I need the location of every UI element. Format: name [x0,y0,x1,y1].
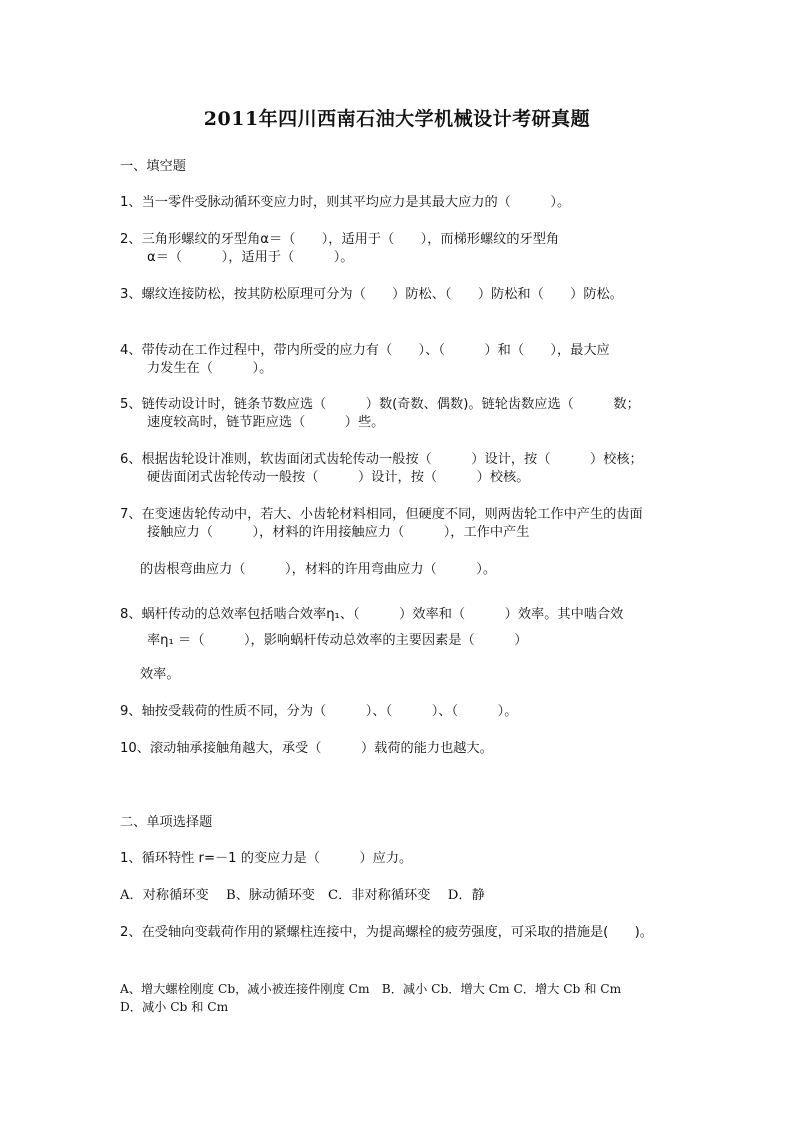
choice-question-2-options-line-2: D．减小 Cb 和 Cm [120,1000,229,1014]
choice-question-1: 1、循环特性 r=－1 的变应力是（ ）应力。 [120,851,413,866]
fill-question-7-line-1: 7、在变速齿轮传动中，若大、小齿轮材料相同，但硬度不同，则两齿轮工作中产生的齿面 [120,507,643,522]
fill-question-6-line-1: 6、根据齿轮设计准则，软齿面闭式齿轮传动一般按（ ）设计，按（ ）校核； [120,452,643,467]
choice-question-2-options-line-1: A、增大螺栓刚度 Cb，减小被连接件刚度 Cm B．减小 Cb．增大 Cm C．增大 Cb 和 Cm [120,982,622,996]
fill-question-7-line-2: 接触应力（ ），材料的许用接触应力（ ），工作中产生 [147,525,530,540]
fill-question-2-line-2: α＝（ ），适用于（ ）。 [147,250,354,265]
fill-question-6-line-2: 硬齿面闭式齿轮传动一般按（ ）设计，按（ ）校核。 [147,470,530,485]
fill-question-5-line-1: 5、链传动设计时，链条节数应选（ ）数(奇数、偶数)。链轮齿数应选（ 数； [120,397,640,412]
fill-question-5-line-2: 速度较高时，链节距应选（ ）些。 [147,415,385,430]
fill-question-7-line-3: 的齿根弯曲应力（ ），材料的许用弯曲应力（ ）。 [140,562,497,577]
page-title: 2011年四川西南石油大学机械设计考研真题 [203,108,591,130]
fill-question-4-line-1: 4、带传动在工作过程中，带内所受的应力有（ ）、（ ）和（ ），最大应 [120,343,610,358]
fill-question-4-line-2: 力发生在（ ）。 [147,361,273,376]
fill-question-8-line-3: 效率。 [140,667,180,682]
section-heading-single-choice: 二、单项选择题 [120,815,213,830]
section-heading-fill-blank: 一、填空题 [120,159,186,174]
fill-question-8-line-2: 率η₁ ＝（ ），影响蜗杆传动总效率的主要因素是（ ） [147,633,528,648]
fill-question-1: 1、当一零件受脉动循环变应力时，则其平均应力是其最大应力的（ ）。 [120,195,571,210]
fill-question-9: 9、轴按受载荷的性质不同，分为（ ）、（ ）、（ ）。 [120,704,518,719]
fill-question-2-line-1: 2、三角形螺纹的牙型角α＝（ ），适用于（ ），而梯形螺纹的牙型角 [120,232,560,247]
fill-question-8-line-1: 8、蜗杆传动的总效率包括啮合效率η₁、（ ）效率和（ ）效率。其中啮合效 [120,607,624,622]
choice-question-2: 2、在受轴向变载荷作用的紧螺柱连接中，为提高螺栓的疲劳强度，可采取的措施是( )。 [120,925,653,940]
choice-question-1-options: A．对称循环变 B、脉动循环变 C．非对称循环变 D．静 [120,888,485,903]
fill-question-10: 10、滚动轴承接触角越大，承受（ ）载荷的能力也越大。 [120,741,493,756]
fill-question-3: 3、螺纹连接防松，按其防松原理可分为（ ）防松、（ ）防松和（ ）防松。 [120,287,623,302]
